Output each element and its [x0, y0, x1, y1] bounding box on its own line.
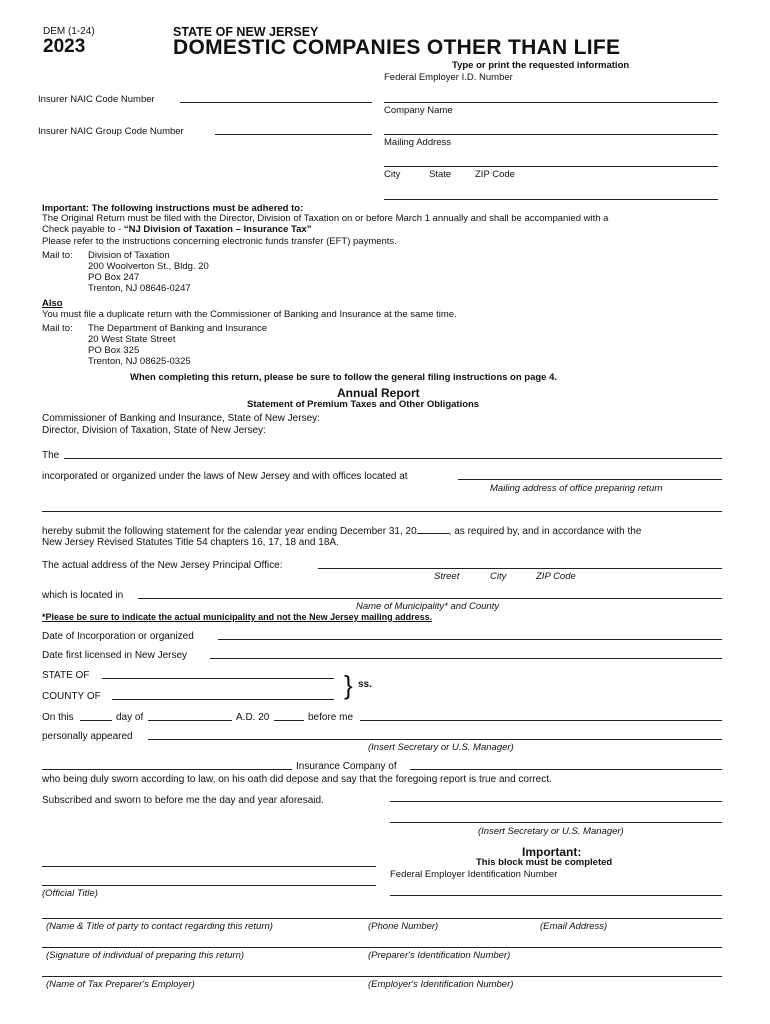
naic-group-field[interactable]: [215, 134, 372, 135]
county-of-field[interactable]: [112, 699, 334, 700]
street-caption: Street: [434, 571, 460, 582]
also-label: Also: [42, 298, 63, 309]
before-me-label: before me: [308, 712, 354, 723]
page-title: DOMESTIC COMPANIES OTHER THAN LIFE: [173, 36, 621, 59]
state-of-field[interactable]: [102, 678, 334, 679]
taxation-address-3: PO Box 247: [88, 272, 140, 283]
date-incorporation-field[interactable]: [218, 639, 722, 640]
zip-label: ZIP Code: [475, 169, 515, 180]
mailing-address-caption: Mailing address of office preparing return: [490, 483, 663, 494]
municipality-line[interactable]: [138, 598, 722, 599]
day-of-label: day of: [116, 712, 144, 723]
city-state-zip-field[interactable]: [384, 166, 718, 167]
ad-label: A.D. 20: [236, 712, 270, 723]
instruction-line3: Please refer to the instructions concerning electronic funds transfer (EFT) payments.: [42, 236, 397, 247]
naic-code-label: Insurer NAIC Code Number: [38, 94, 155, 105]
form-year: 2023: [43, 36, 86, 57]
naic-code-field[interactable]: [180, 102, 372, 103]
signature-preparer-line[interactable]: [42, 947, 722, 948]
the-label: The: [42, 450, 60, 461]
municipality-note: *Please be sure to indicate the actual municipality and not the New Jersey mailing address.: [42, 612, 433, 622]
banking-address-3: PO Box 325: [88, 345, 140, 356]
municipality-caption: Name of Municipality* and County: [356, 601, 500, 612]
instruction-line1: The Original Return must be filed with the Director, Division of Taxation on or before March 1 annually and shall be accompanied with a: [42, 213, 609, 224]
general-filing-note: When completing this return, please be sure to follow the general filing instructions on page 4.: [130, 372, 558, 383]
banking-address-4: Trenton, NJ 08625-0325: [88, 356, 191, 367]
taxation-address-4: Trenton, NJ 08646-0247: [88, 283, 191, 294]
date-incorporation-label: Date of Incorporation or organized: [42, 631, 194, 642]
date-licensed-field[interactable]: [210, 658, 722, 659]
fein-label: Federal Employer I.D. Number: [384, 72, 513, 83]
zip-caption: ZIP Code: [536, 571, 576, 582]
preparer-id-caption: (Preparer's Identification Number): [368, 950, 511, 961]
banking-address-1: The Department of Banking and Insurance: [88, 323, 268, 334]
located-in-label: which is located in: [42, 590, 124, 601]
mailing-address-field[interactable]: [384, 134, 718, 135]
state-of-label: STATE OF: [42, 670, 90, 681]
type-print-note: Type or print the requested information: [452, 60, 630, 71]
form-code: DEM (1-24): [43, 26, 95, 37]
company-name-label: Company Name: [384, 105, 453, 116]
notary-line-2[interactable]: [42, 885, 376, 886]
mail-to-label: Mail to:: [42, 250, 73, 261]
mailing-address-label: Mailing Address: [384, 137, 452, 148]
ad-year-field[interactable]: [274, 720, 304, 721]
brace-icon: }: [344, 670, 353, 700]
month-field[interactable]: [148, 720, 232, 721]
addressee-commissioner: Commissioner of Banking and Insurance, State of New Jersey:: [42, 413, 320, 424]
insurance-company-label: Insurance Company of: [296, 761, 397, 772]
taxation-address-1: Division of Taxation: [88, 250, 170, 261]
contact-name-caption: (Name & Title of party to contact regarding this return): [46, 921, 273, 932]
company-name-line[interactable]: [64, 458, 722, 459]
office-address-line[interactable]: [458, 479, 722, 480]
signature-line-2[interactable]: [390, 822, 722, 823]
signature-caption: (Signature of individual of preparing this return): [46, 950, 245, 961]
instruction-line2: Check payable to - “NJ Division of Taxation – Insurance Tax”: [42, 224, 312, 235]
secretary-caption-2: (Insert Secretary or U.S. Manager): [478, 826, 624, 837]
important-block-fein: Federal Employer Identification Number: [390, 869, 558, 880]
submit-text: hereby submit the following statement for the calendar year ending December 31, 20 , as required by, and in accordance with the: [42, 526, 642, 537]
employer-caption: (Name of Tax Preparer's Employer): [46, 979, 195, 990]
extra-address-field[interactable]: [384, 199, 718, 200]
insurance-company-field[interactable]: [42, 769, 292, 770]
addressee-director: Director, Division of Taxation, State of New Jersey:: [42, 425, 266, 436]
personally-appeared-label: personally appeared: [42, 731, 133, 742]
year-blank[interactable]: [417, 525, 449, 534]
mail-to-label-2: Mail to:: [42, 323, 73, 334]
official-title-caption: (Official Title): [42, 888, 98, 899]
email-caption: (Email Address): [540, 921, 608, 932]
date-licensed-label: Date first licensed in New Jersey: [42, 650, 188, 661]
state-label: State: [429, 169, 452, 180]
ss-label: ss.: [358, 679, 372, 690]
statutes-text: New Jersey Revised Statutes Title 54 chapters 16, 17, 18 and 18A.: [42, 537, 339, 548]
important-heading: Important: The following instructions must be adhered to:: [42, 203, 304, 214]
personally-appeared-field[interactable]: [148, 739, 722, 740]
company-name-field[interactable]: [384, 102, 718, 103]
contact-line[interactable]: [42, 918, 722, 919]
sworn-text: who being duly sworn according to law, on his oath did depose and say that the foregoing report is true and correct.: [42, 774, 552, 785]
annual-report-title: Annual Report: [337, 386, 420, 400]
taxation-address-2: 200 Woolverton St., Bldg. 20: [88, 261, 209, 272]
county-of-label: COUNTY OF: [42, 691, 101, 702]
day-field[interactable]: [80, 720, 112, 721]
naic-group-label: Insurer NAIC Group Code Number: [38, 126, 184, 137]
actual-address-label: The actual address of the New Jersey Principal Office:: [42, 560, 283, 571]
principal-office-line[interactable]: [318, 568, 722, 569]
city-label: City: [384, 169, 401, 180]
secretary-caption: (Insert Secretary or U.S. Manager): [368, 742, 514, 753]
important-block-heading: Important:: [522, 845, 582, 859]
employer-line[interactable]: [42, 976, 722, 977]
subscribed-text: Subscribed and sworn to before me the day and year aforesaid.: [42, 795, 324, 806]
signature-line-1[interactable]: [390, 801, 722, 802]
before-me-field[interactable]: [360, 720, 722, 721]
city-caption: City: [490, 571, 507, 582]
employer-id-caption: (Employer's Identification Number): [368, 979, 514, 990]
banking-address-2: 20 West State Street: [88, 334, 176, 345]
on-this-label: On this: [42, 712, 74, 723]
fein-field[interactable]: [390, 895, 722, 896]
insurance-company-of-field[interactable]: [410, 769, 722, 770]
notary-line-1[interactable]: [42, 866, 376, 867]
annual-report-subtitle: Statement of Premium Taxes and Other Obligations: [247, 399, 480, 410]
important-block-sub: This block must be completed: [476, 857, 613, 868]
incorporated-text: incorporated or organized under the laws of New Jersey and with offices located at: [42, 471, 408, 482]
phone-caption: (Phone Number): [368, 921, 439, 932]
duplicate-note: You must file a duplicate return with the Commissioner of Banking and Insurance at the same time.: [42, 309, 457, 320]
office-address-line-2[interactable]: [42, 511, 722, 512]
state-heading: STATE OF NEW JERSEY: [173, 25, 319, 39]
